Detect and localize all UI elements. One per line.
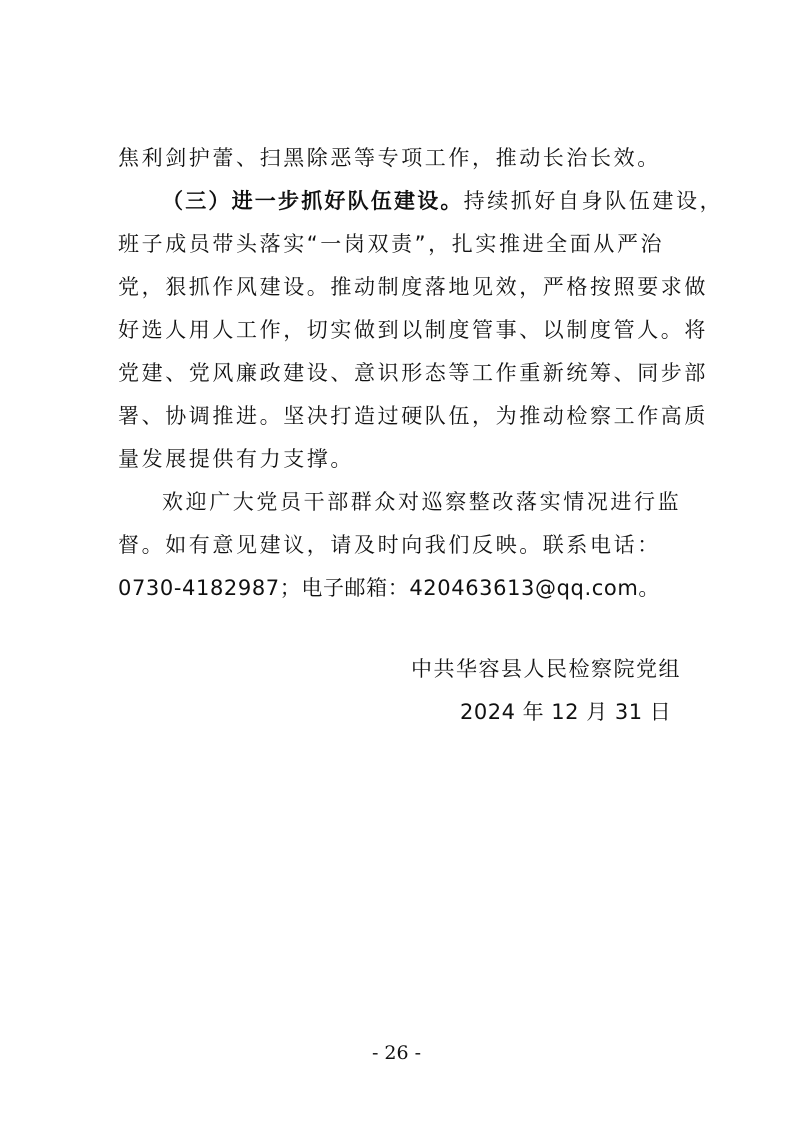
contact-line: 0730-4182987；电子邮箱：420463613@qq.com。 (118, 576, 660, 600)
section-3-first-line-text: 持续抓好自身队伍建设， (463, 189, 724, 213)
closing-line: 督。如有意见建议，请及时向我们反映。联系电话： (118, 533, 661, 557)
paragraph-line: 量发展提供有力支撑。 (118, 447, 354, 471)
page-number: - 26 - (371, 1042, 422, 1064)
paragraph-line: 署、协调推进。坚决打造过硬队伍，为推动检察工作高质 (118, 404, 708, 428)
section-3-first-line (162, 183, 742, 219)
signature-organization: 中共华容县人民检察院党组 (411, 657, 681, 681)
paragraph-line: 班子成员带头落实“一岗双责”，扎实推进全面从严治 (118, 232, 665, 256)
signature-date: 2024 年 12 月 31 日 (460, 700, 672, 724)
closing-line: 欢迎广大党员干部群众对巡察整改落实情况进行监 (162, 490, 682, 514)
section-3-heading: （三）进一步抓好队伍建设。 (162, 189, 464, 213)
paragraph-line: 焦利剑护蕾、扫黑除恶等专项工作，推动长治长效。 (118, 146, 661, 170)
paragraph-line: 党，狠抓作风建设。推动制度落地见效，严格按照要求做 (118, 275, 708, 299)
paragraph-line: 党建、党风廉政建设、意识形态等工作重新统筹、同步部 (118, 361, 708, 385)
paragraph-line: 好选人用人工作，切实做到以制度管事、以制度管人。将 (118, 318, 708, 342)
